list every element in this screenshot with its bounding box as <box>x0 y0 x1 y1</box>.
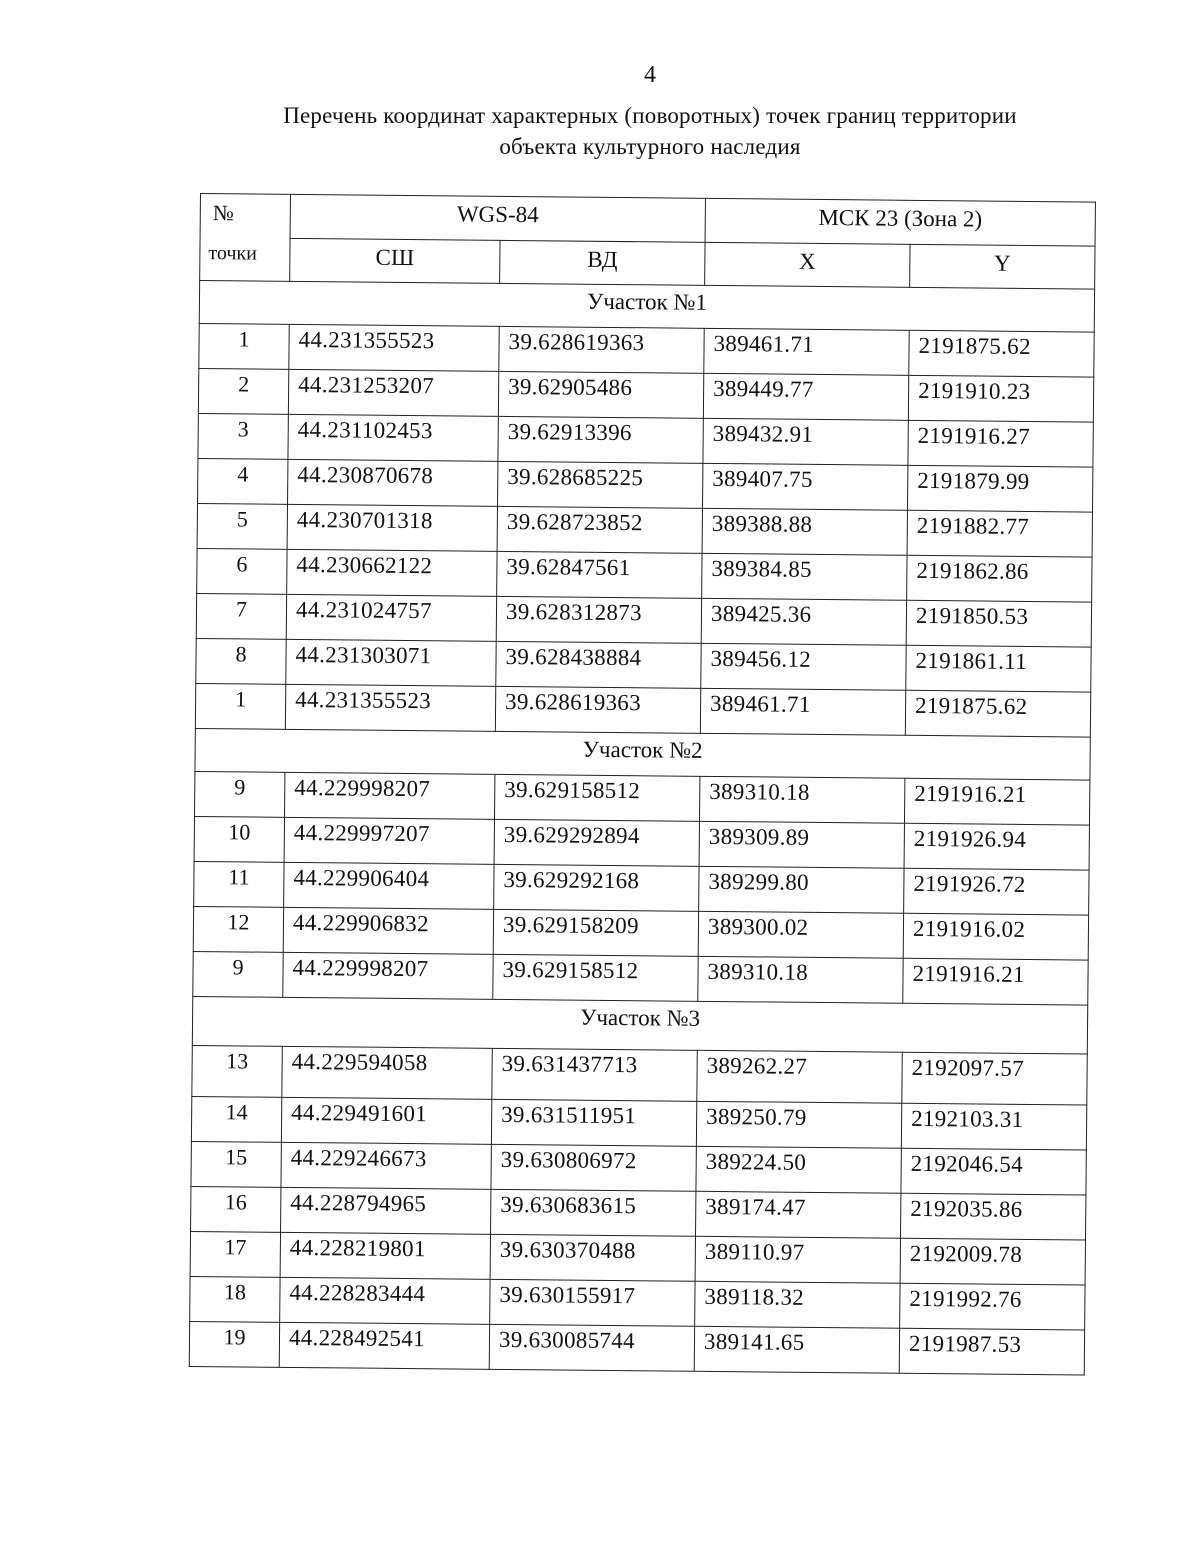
coordinates-table <box>189 193 1096 1376</box>
x-cell: 389310.18 <box>699 776 904 823</box>
y-cell: 2192097.57 <box>902 1052 1087 1105</box>
point-number-cell: 1 <box>195 683 285 729</box>
y-cell: 2191875.62 <box>905 690 1090 737</box>
point-number-cell: 14 <box>191 1096 281 1142</box>
y-cell: 2191916.27 <box>908 420 1093 467</box>
section-row <box>192 996 1087 1054</box>
latitude-cell: 44.231355523 <box>285 684 495 731</box>
y-cell: 2192009.78 <box>900 1238 1085 1285</box>
longitude-cell: 39.628312873 <box>496 596 701 643</box>
y-cell: 2191850.53 <box>906 600 1091 647</box>
x-cell: 389384.85 <box>702 553 907 600</box>
latitude-cell: 44.229998207 <box>283 952 493 999</box>
latitude-cell: 44.229998207 <box>285 772 495 819</box>
point-number-cell: 15 <box>191 1141 281 1187</box>
x-cell: 389432.91 <box>703 418 908 465</box>
longitude-cell: 39.628438884 <box>496 641 701 688</box>
longitude-cell: 39.629292894 <box>494 819 699 866</box>
x-cell: 389174.47 <box>696 1191 901 1238</box>
latitude-cell: 44.230662122 <box>287 549 497 596</box>
y-cell: 2191862.86 <box>907 555 1092 602</box>
longitude-cell: 39.630085744 <box>489 1324 694 1371</box>
latitude-cell: 44.231024757 <box>286 594 496 641</box>
x-cell: 389110.97 <box>695 1236 900 1283</box>
point-number-cell: 17 <box>190 1231 280 1277</box>
latitude-cell: 44.231355523 <box>289 324 499 371</box>
longitude-cell: 39.62905486 <box>498 371 703 418</box>
header-longitude: ВД <box>500 240 705 285</box>
table-row <box>189 1321 1084 1375</box>
longitude-cell: 39.630370488 <box>490 1234 695 1281</box>
point-number-cell: 18 <box>190 1276 280 1322</box>
point-number-cell: 12 <box>193 906 283 952</box>
x-cell: 389299.80 <box>699 866 904 913</box>
point-number-cell: 11 <box>194 861 284 907</box>
header-wgs84: WGS-84 <box>290 194 705 241</box>
section-title: Участок №3 <box>192 996 1087 1054</box>
point-number-cell: 5 <box>197 503 287 549</box>
latitude-cell: 44.230701318 <box>287 504 497 551</box>
point-number-cell: 4 <box>198 458 288 504</box>
latitude-cell: 44.231102453 <box>288 414 498 461</box>
x-cell: 389461.71 <box>704 328 909 375</box>
longitude-cell: 39.631437713 <box>492 1048 697 1101</box>
x-cell: 389425.36 <box>701 598 906 645</box>
y-cell: 2192103.31 <box>901 1103 1086 1150</box>
point-number-cell: 16 <box>191 1186 281 1232</box>
y-cell: 2192035.86 <box>900 1193 1085 1240</box>
point-number-cell: 13 <box>192 1045 282 1097</box>
latitude-cell: 44.231253207 <box>288 369 498 416</box>
x-cell: 389224.50 <box>696 1146 901 1193</box>
section-title: Участок №2 <box>195 728 1090 780</box>
latitude-cell: 44.229906404 <box>284 862 494 909</box>
y-cell: 2191882.77 <box>907 510 1092 557</box>
title-line-1: Перечень координат характерных (поворотных) точек границ территории <box>283 103 1017 128</box>
latitude-cell: 44.228219801 <box>280 1232 490 1279</box>
x-cell: 389118.32 <box>695 1281 900 1328</box>
header-latitude: СШ <box>290 238 500 284</box>
longitude-cell: 39.630806972 <box>491 1144 696 1191</box>
latitude-cell: 44.229491601 <box>281 1097 491 1144</box>
point-number-cell: 1 <box>199 323 289 369</box>
y-cell: 2191987.53 <box>899 1328 1084 1375</box>
y-cell: 2191926.72 <box>904 868 1089 915</box>
longitude-cell: 39.62847561 <box>497 551 702 598</box>
latitude-cell: 44.230870678 <box>288 459 498 506</box>
y-cell: 2191875.62 <box>909 330 1094 377</box>
y-cell: 2191861.11 <box>906 645 1091 692</box>
point-number-cell: 8 <box>196 638 286 684</box>
x-cell: 389407.75 <box>702 463 907 510</box>
table-row <box>192 1045 1087 1105</box>
title-line-2: объекта культурного наследия <box>499 134 801 159</box>
longitude-cell: 39.629158512 <box>493 954 698 1001</box>
y-cell: 2191916.21 <box>904 778 1089 825</box>
latitude-cell: 44.228283444 <box>280 1277 490 1324</box>
x-cell: 389310.18 <box>698 956 903 1003</box>
longitude-cell: 39.629158512 <box>495 774 700 821</box>
header-x: X <box>705 242 910 287</box>
longitude-cell: 39.628619363 <box>495 686 700 733</box>
point-number-cell: 2 <box>198 368 288 414</box>
latitude-cell: 44.229594058 <box>282 1046 492 1099</box>
longitude-cell: 39.630683615 <box>491 1189 696 1236</box>
header-msk23: МСК 23 (Зона 2) <box>705 198 1095 245</box>
point-number-cell: 7 <box>196 593 286 639</box>
y-cell: 2191916.21 <box>903 958 1088 1005</box>
longitude-cell: 39.629292168 <box>494 864 699 911</box>
header-point-number <box>200 194 291 282</box>
header-y: Y <box>910 244 1095 289</box>
point-number-cell: 3 <box>198 413 288 459</box>
x-cell: 389300.02 <box>698 911 903 958</box>
x-cell: 389141.65 <box>694 1326 899 1373</box>
longitude-cell: 39.630155917 <box>490 1279 695 1326</box>
longitude-cell: 39.62913396 <box>498 416 703 463</box>
x-cell: 389449.77 <box>703 373 908 420</box>
x-cell: 389456.12 <box>701 643 906 690</box>
longitude-cell: 39.628685225 <box>498 461 703 508</box>
latitude-cell: 44.229997207 <box>284 817 494 864</box>
longitude-cell: 39.629158209 <box>493 909 698 956</box>
header-num-label: точки <box>208 242 257 265</box>
point-number-cell: 9 <box>195 771 285 817</box>
longitude-cell: 39.628619363 <box>499 326 704 373</box>
latitude-cell: 44.229246673 <box>281 1142 491 1189</box>
y-cell: 2191879.99 <box>907 465 1092 512</box>
page-number: 4 <box>644 62 656 88</box>
latitude-cell: 44.231303071 <box>286 639 496 686</box>
x-cell: 389461.71 <box>700 688 905 735</box>
latitude-cell: 44.228794965 <box>281 1187 491 1234</box>
point-number-cell: 9 <box>193 951 283 997</box>
latitude-cell: 44.229906832 <box>283 907 493 954</box>
header-num-sign: № <box>212 200 234 226</box>
table-body <box>189 281 1094 1376</box>
coordinates-table-container <box>189 193 1095 1376</box>
table-header <box>200 194 1096 290</box>
point-number-cell: 19 <box>189 1321 279 1367</box>
longitude-cell: 39.631511951 <box>491 1099 696 1146</box>
y-cell: 2191916.02 <box>903 913 1088 960</box>
y-cell: 2192046.54 <box>901 1148 1086 1195</box>
x-cell: 389388.88 <box>702 508 907 555</box>
x-cell: 389309.89 <box>699 821 904 868</box>
latitude-cell: 44.228492541 <box>279 1322 489 1369</box>
y-cell: 2191910.23 <box>908 375 1093 422</box>
section-title: Участок №1 <box>199 281 1094 333</box>
point-number-cell: 10 <box>194 816 284 862</box>
point-number-cell: 6 <box>197 548 287 594</box>
y-cell: 2191926.94 <box>904 823 1089 870</box>
x-cell: 389262.27 <box>697 1050 902 1103</box>
longitude-cell: 39.628723852 <box>497 506 702 553</box>
x-cell: 389250.79 <box>696 1101 901 1148</box>
y-cell: 2191992.76 <box>900 1283 1085 1330</box>
document-title <box>200 100 1100 162</box>
